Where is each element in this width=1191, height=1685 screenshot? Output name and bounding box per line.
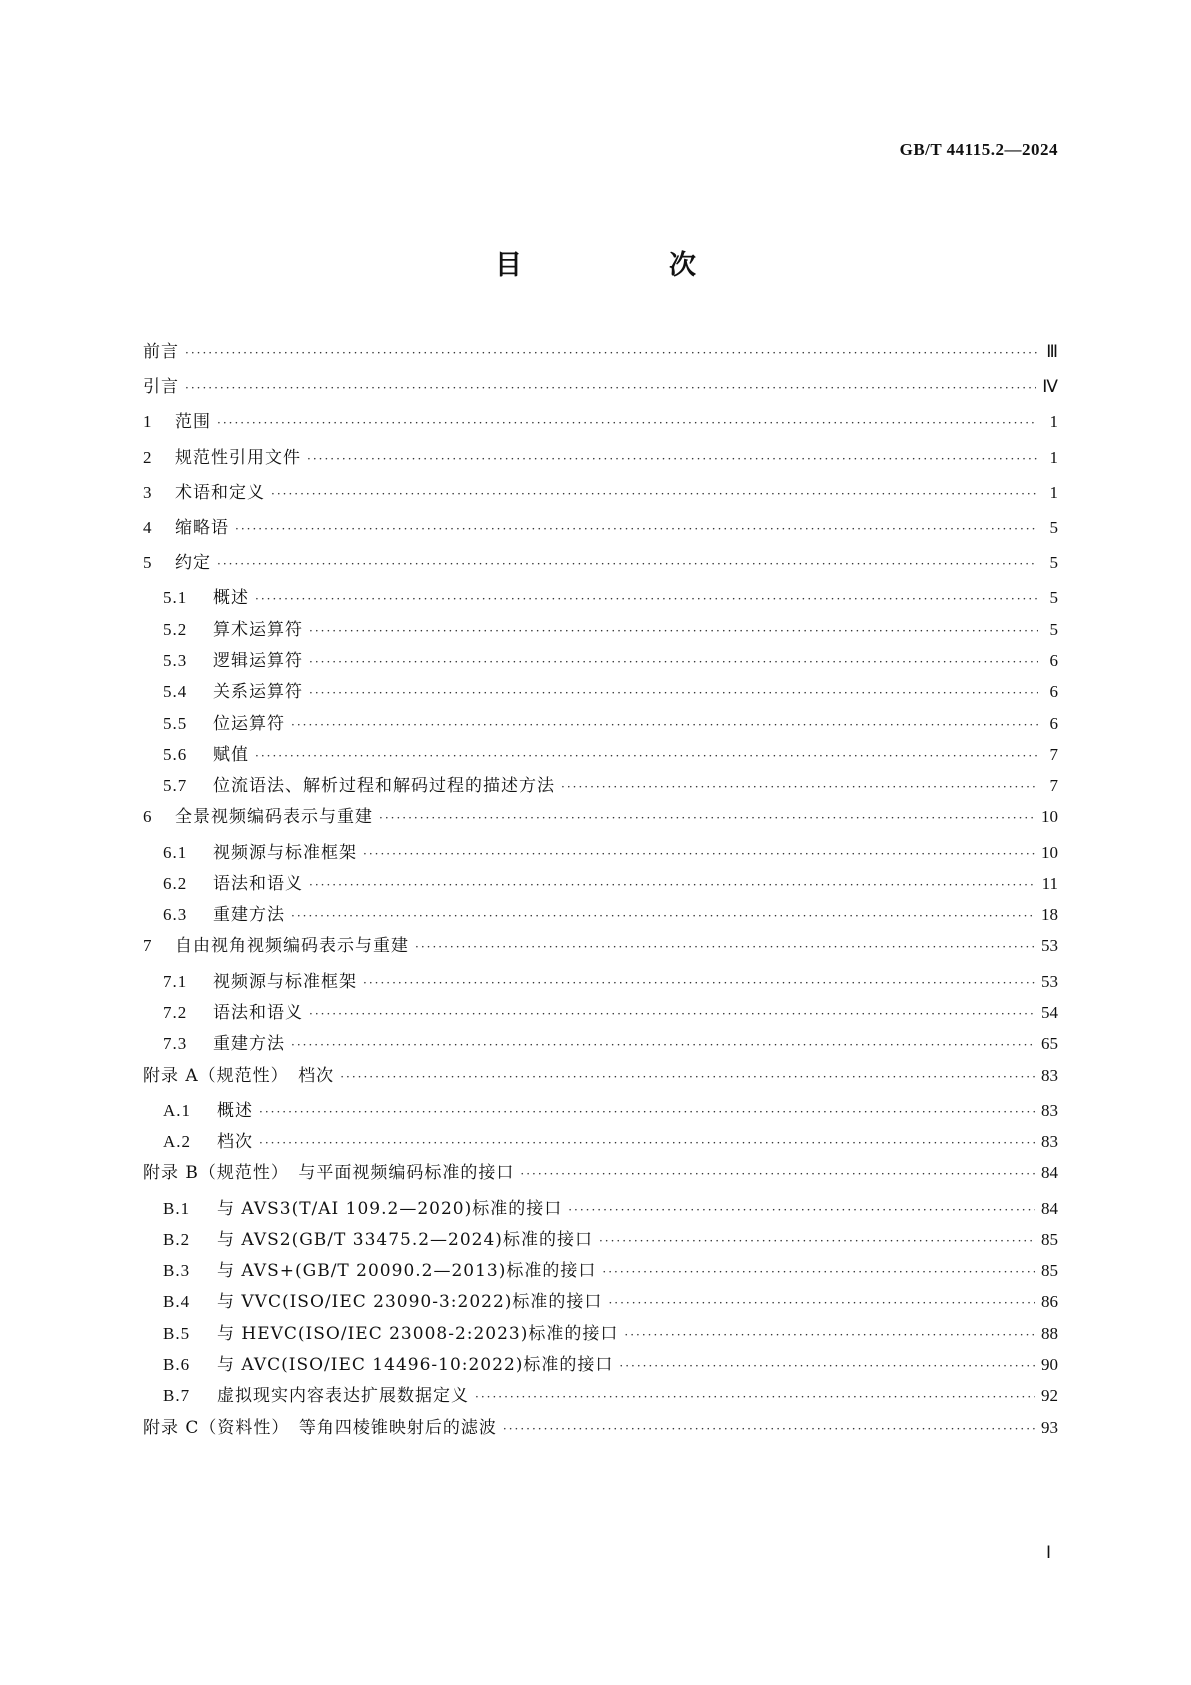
toc-entry-number: 5.7	[163, 776, 188, 796]
toc-entry[interactable]	[143, 771, 1058, 802]
toc-entry-lead	[143, 802, 373, 827]
toc-entry-label: 自由视角视频编码表示与重建	[175, 936, 409, 957]
toc-entry-lead	[143, 646, 303, 671]
toc-entry-lead	[143, 1287, 602, 1312]
toc-entry-number: 6	[143, 807, 153, 827]
toc-entry-label: 与 VVC(ISO/IEC 23090-3:2022)标准的接口	[217, 1292, 603, 1313]
toc-leader-dots	[309, 686, 1038, 700]
toc-entry-lead	[143, 771, 555, 796]
toc-entry-label: 重建方法	[213, 1034, 285, 1055]
toc-entry[interactable]	[143, 372, 1058, 407]
toc-entry-number: B.5	[163, 1323, 191, 1343]
toc-entry-page: 54	[1041, 1002, 1058, 1022]
toc-entry-page: 18	[1041, 905, 1058, 925]
toc-entry-lead	[143, 1350, 613, 1375]
toc-entry-number: B.1	[163, 1198, 191, 1218]
toc-entry-lead	[143, 615, 303, 640]
toc-entry-page: 7	[1049, 776, 1058, 796]
toc-entry-number: 5.2	[163, 619, 188, 639]
toc-entry[interactable]	[143, 1381, 1058, 1412]
toc-entry-label: 与 HEVC(ISO/IEC 23008-2:2023)标准的接口	[217, 1323, 619, 1344]
toc-entry-lead	[143, 1158, 514, 1183]
toc-entry-lead	[143, 548, 211, 573]
toc-entry[interactable]	[143, 1127, 1058, 1158]
toc-leader-dots	[363, 976, 1035, 990]
toc-entry-page: 83	[1041, 1065, 1058, 1085]
toc-entry-label: 前言	[143, 342, 179, 362]
toc-entry-page: Ⅲ	[1046, 342, 1058, 361]
toc-entry-label: 语法和语义	[213, 873, 303, 894]
toc-entry[interactable]	[143, 513, 1058, 548]
toc-leader-dots	[271, 487, 1038, 501]
toc-leader-dots	[291, 1038, 1035, 1052]
toc-entry-label: 关系运算符	[213, 682, 303, 703]
toc-leader-dots	[259, 1136, 1035, 1150]
toc-entry-label: 附录 B（规范性） 与平面视频编码标准的接口	[143, 1163, 515, 1184]
toc-entry-lead	[143, 1194, 562, 1219]
toc-entry-number: 1	[143, 412, 153, 432]
toc-entry-label: 位运算符	[213, 713, 285, 734]
toc-entry-lead	[143, 478, 265, 503]
toc-entry-lead	[143, 583, 249, 608]
toc-entry[interactable]	[143, 967, 1058, 998]
toc-entry-page: 6	[1049, 713, 1058, 733]
toc-entry-lead	[143, 838, 357, 863]
toc-entry-number: 7	[143, 936, 153, 956]
toc-entry[interactable]	[143, 1096, 1058, 1127]
toc-leader-dots	[475, 1390, 1035, 1404]
toc-entry-page: 5	[1049, 588, 1058, 608]
toc-entry[interactable]	[143, 1287, 1058, 1318]
toc-leader-dots	[309, 878, 1036, 892]
toc-entry-lead	[143, 407, 211, 432]
toc-entry[interactable]	[143, 709, 1058, 740]
toc-entry-number: 5.4	[163, 682, 188, 702]
toc-entry-lead	[143, 1127, 253, 1152]
toc-entry-number: 2	[143, 447, 153, 467]
table-of-contents	[143, 337, 1058, 1448]
toc-entry[interactable]	[143, 548, 1058, 583]
toc-entry-label: 视频源与标准框架	[213, 971, 357, 992]
toc-leader-dots	[415, 940, 1035, 954]
toc-entry-page: 83	[1041, 1132, 1058, 1152]
toc-entry-lead	[143, 998, 303, 1023]
toc-entry-label: 位流语法、解析过程和解码过程的描述方法	[213, 776, 555, 797]
toc-entry-lead	[143, 1319, 618, 1344]
toc-entry[interactable]	[143, 900, 1058, 931]
toc-entry-label: 档次	[217, 1132, 253, 1153]
toc-entry-label: 与 AVS+(GB/T 20090.2—2013)标准的接口	[217, 1261, 597, 1282]
toc-leader-dots	[217, 557, 1038, 571]
toc-entry-page: 7	[1049, 744, 1058, 764]
toc-entry-number: 5.1	[163, 588, 188, 608]
toc-entry-number: 5.5	[163, 713, 188, 733]
toc-leader-dots	[217, 416, 1038, 430]
toc-entry-label: 与 AVS2(GB/T 33475.2—2024)标准的接口	[217, 1229, 593, 1250]
toc-entry-lead	[143, 931, 409, 956]
toc-leader-dots	[255, 592, 1038, 606]
toc-entry-page: 5	[1049, 553, 1058, 573]
toc-entry-number: A.2	[163, 1132, 192, 1152]
toc-entry-label: 概述	[213, 588, 249, 609]
toc-leader-dots	[568, 1203, 1035, 1217]
toc-entry-page: 84	[1041, 1198, 1058, 1218]
toc-entry[interactable]	[143, 583, 1058, 614]
toc-entry-label: 与 AVC(ISO/IEC 14496-10:2022)标准的接口	[217, 1355, 614, 1375]
toc-entry-number: 3	[143, 482, 153, 502]
toc-entry-number: 7.2	[163, 1002, 188, 1022]
toc-entry[interactable]	[143, 1256, 1058, 1287]
toc-entry-page: 83	[1041, 1100, 1058, 1120]
toc-entry-label: 概述	[217, 1100, 253, 1121]
toc-entry-page: 90	[1041, 1355, 1058, 1374]
page-number: Ⅰ	[1045, 1543, 1051, 1562]
toc-entry-label: 算术运算符	[213, 619, 303, 640]
toc-leader-dots	[307, 452, 1038, 466]
toc-leader-dots	[363, 847, 1035, 861]
toc-leader-dots	[599, 1234, 1035, 1248]
toc-entry-page: 92	[1041, 1386, 1058, 1406]
toc-entry-number: B.4	[163, 1292, 191, 1312]
toc-entry-lead	[143, 709, 285, 734]
toc-leader-dots	[309, 624, 1038, 638]
toc-leader-dots	[602, 1265, 1035, 1279]
toc-entry-page: 53	[1041, 971, 1058, 991]
toc-leader-dots	[291, 718, 1038, 732]
toc-entry-number: 4	[143, 517, 153, 537]
standard-number: GB/T 44115.2—2024	[899, 140, 1058, 159]
toc-entry[interactable]	[143, 1413, 1058, 1448]
toc-entry[interactable]	[143, 1061, 1058, 1096]
toc-entry[interactable]	[143, 1350, 1058, 1381]
toc-entry-lead	[143, 443, 301, 468]
toc-entry-lead	[143, 1029, 285, 1054]
toc-entry[interactable]	[143, 677, 1058, 708]
toc-entry-lead	[143, 967, 357, 992]
toc-leader-dots	[185, 346, 1038, 360]
toc-entry-lead	[143, 900, 285, 925]
toc-entry-page: 11	[1041, 873, 1058, 893]
toc-entry-page: 85	[1041, 1229, 1058, 1249]
toc-entry-label: 术语和定义	[175, 482, 265, 503]
toc-entry[interactable]	[143, 615, 1058, 646]
page-title: 目 次	[495, 250, 756, 281]
toc-entry[interactable]	[143, 740, 1058, 771]
toc-entry-page: 10	[1041, 807, 1058, 827]
toc-entry-label: 约定	[175, 553, 211, 574]
toc-entry[interactable]	[143, 838, 1058, 869]
toc-entry[interactable]	[143, 1158, 1058, 1193]
toc-leader-dots	[185, 381, 1036, 395]
toc-entry-page: 53	[1041, 936, 1058, 956]
toc-entry-number: B.3	[163, 1261, 191, 1281]
toc-entry-page: Ⅳ	[1042, 377, 1058, 397]
toc-entry[interactable]	[143, 443, 1058, 478]
toc-entry-lead	[143, 677, 303, 702]
toc-leader-dots	[561, 780, 1038, 794]
toc-leader-dots	[309, 1007, 1035, 1021]
toc-entry-number: 5.3	[163, 650, 188, 670]
toc-entry-page: 85	[1041, 1261, 1058, 1281]
toc-entry-lead	[143, 740, 249, 765]
toc-entry-label: 规范性引用文件	[175, 447, 301, 468]
toc-entry-label: 附录 C（资料性） 等角四棱锥映射后的滤波	[143, 1417, 497, 1438]
toc-entry-label: 与 AVS3(T/AI 109.2—2020)标准的接口	[217, 1198, 563, 1219]
toc-entry-page: 93	[1041, 1417, 1058, 1437]
toc-entry-label: 引言	[143, 377, 179, 398]
toc-entry-lead	[143, 869, 303, 894]
toc-leader-dots	[619, 1359, 1035, 1373]
toc-entry-label: 虚拟现实内容表达扩展数据定义	[217, 1386, 469, 1407]
toc-entry-number: 7.3	[163, 1034, 188, 1054]
toc-leader-dots	[340, 1070, 1035, 1084]
toc-entry-lead	[143, 513, 229, 538]
toc-entry-number: 6.2	[163, 873, 188, 893]
toc-entry[interactable]	[143, 1194, 1058, 1225]
toc-entry[interactable]	[143, 1319, 1058, 1350]
toc-leader-dots	[608, 1296, 1035, 1310]
toc-entry-number: 5.6	[163, 744, 188, 764]
toc-entry-page: 6	[1049, 682, 1058, 702]
toc-entry-label: 赋值	[213, 744, 249, 765]
toc-entry-lead	[143, 1096, 253, 1121]
toc-entry-page: 65	[1041, 1034, 1058, 1054]
toc-entry[interactable]	[143, 998, 1058, 1029]
toc-entry-label: 附录 A（规范性） 档次	[143, 1065, 335, 1086]
toc-entry-label: 范围	[175, 412, 211, 433]
toc-entry-label: 全景视频编码表示与重建	[175, 807, 373, 828]
toc-entry-lead	[143, 1225, 593, 1250]
toc-entry-label: 缩略语	[175, 517, 229, 538]
toc-entry-number: B.7	[163, 1386, 191, 1406]
toc-entry-page: 1	[1049, 482, 1058, 502]
toc-entry-lead	[143, 1061, 334, 1086]
toc-leader-dots	[235, 522, 1038, 536]
toc-entry[interactable]	[143, 931, 1058, 966]
toc-leader-dots	[291, 909, 1035, 923]
toc-leader-dots	[255, 749, 1038, 763]
toc-entry-number: B.2	[163, 1229, 191, 1249]
toc-entry[interactable]	[143, 802, 1058, 837]
toc-entry-page: 10	[1041, 842, 1058, 862]
toc-entry-number: B.6	[163, 1355, 191, 1374]
toc-entry-lead	[143, 1413, 497, 1438]
toc-entry-label: 逻辑运算符	[213, 650, 303, 671]
toc-leader-dots	[309, 655, 1038, 669]
toc-entry-label: 重建方法	[213, 905, 285, 926]
toc-entry[interactable]	[143, 869, 1058, 900]
toc-entry-page: 84	[1041, 1163, 1058, 1183]
toc-entry-label: 视频源与标准框架	[213, 842, 357, 863]
toc-entry-page: 86	[1041, 1292, 1058, 1312]
toc-entry[interactable]	[143, 337, 1058, 372]
toc-entry-page: 5	[1049, 619, 1058, 639]
toc-entry[interactable]	[143, 1029, 1058, 1060]
toc-leader-dots	[520, 1167, 1035, 1181]
toc-entry-number: 5	[143, 553, 153, 573]
toc-entry-lead	[143, 337, 179, 362]
toc-entry-lead	[143, 1381, 469, 1406]
toc-entry-page: 1	[1049, 412, 1058, 432]
toc-leader-dots	[503, 1422, 1035, 1436]
toc-leader-dots	[624, 1328, 1035, 1342]
toc-entry-lead	[143, 1256, 596, 1281]
toc-entry-page: 88	[1041, 1323, 1058, 1343]
toc-entry-number: 6.1	[163, 842, 188, 862]
toc-entry-label: 语法和语义	[213, 1002, 303, 1023]
toc-leader-dots	[259, 1105, 1035, 1119]
toc-entry[interactable]	[143, 646, 1058, 677]
toc-entry-page: 5	[1049, 517, 1058, 537]
toc-entry[interactable]	[143, 1225, 1058, 1256]
toc-entry[interactable]	[143, 407, 1058, 442]
toc-leader-dots	[379, 811, 1035, 825]
toc-entry-number: 6.3	[163, 905, 188, 925]
toc-entry-number: 7.1	[163, 971, 188, 991]
toc-entry-lead	[143, 372, 179, 397]
toc-entry-page: 6	[1049, 650, 1058, 670]
toc-entry-number: A.1	[163, 1100, 192, 1120]
toc-entry[interactable]	[143, 478, 1058, 513]
toc-entry-page: 1	[1049, 447, 1058, 467]
